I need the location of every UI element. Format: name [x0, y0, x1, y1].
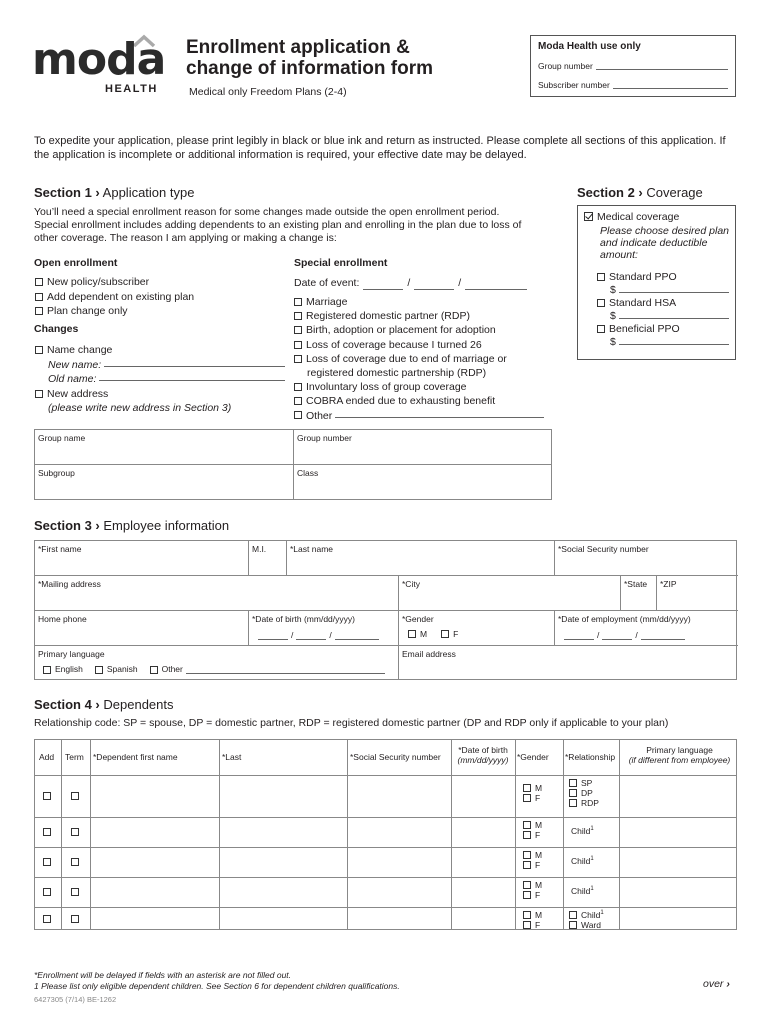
term-checkbox[interactable]: [71, 887, 83, 897]
event-day-field[interactable]: [414, 281, 454, 290]
gender-options[interactable]: M F: [523, 783, 563, 803]
special-list: [294, 295, 544, 423]
header-ssn: *Social Security number: [350, 752, 441, 762]
use-only-group-field[interactable]: [596, 61, 728, 70]
form-code: 6427305 (7/14) BE-1262: [34, 995, 117, 1004]
checkbox[interactable]: [35, 307, 43, 315]
relationship-child: Child$^1$: [571, 826, 594, 836]
intro-text: To expedite your application, please print legibly in black or blue ink and return as instructed. Please complete all sections of this application. If the application is incomplete or additional information is required, your effective date may be delayed.: [34, 135, 726, 161]
header-term: Term: [65, 752, 84, 762]
form-subtitle: Medical only Freedom Plans (2-4): [189, 86, 347, 98]
section1-description: You’ll need a special enrollment reason for some changes made outside the open enrollment period. Special enrollment includes adding dependents to an existing plan and enrolling in the plan due to loss of other coverage. The reason I am applying or making a change is:: [34, 206, 522, 244]
open-item-3[interactable]: Plan change only: [35, 304, 194, 319]
section2-title: Coverage: [646, 185, 703, 200]
date-of-event: Date of event: / /: [294, 277, 527, 290]
mailing-address-cell[interactable]: *Mailing address: [35, 576, 399, 611]
section4-number: Section 4: [34, 697, 92, 712]
relationship-codes: Relationship code: SP = spouse, DP = domestic partner, RDP = registered domestic partner (DP and RDP only if applicable to your plan): [34, 717, 669, 729]
header-gender: *Gender: [517, 752, 549, 762]
last-name-cell[interactable]: *Last name: [287, 541, 555, 576]
logo-health: HEALTH: [105, 83, 158, 95]
chevron-right-icon: ›: [95, 185, 100, 200]
special-item-3[interactable]: Birth, adoption or placement for adoption: [294, 323, 544, 337]
new-address-option[interactable]: New address: [35, 387, 285, 402]
special-item-2[interactable]: Registered domestic partner (RDP): [294, 309, 544, 323]
special-item-6[interactable]: Involuntary loss of group coverage: [294, 380, 544, 394]
spanish-checkbox[interactable]: [95, 666, 103, 674]
chevron-right-icon: ›: [95, 697, 100, 712]
checked-checkbox-icon[interactable]: [584, 212, 593, 221]
gender-options[interactable]: M F: [523, 880, 563, 900]
header-language: Primary language (if different from employee): [628, 745, 731, 765]
add-checkbox[interactable]: [43, 914, 55, 924]
gender-f-checkbox[interactable]: [441, 630, 449, 638]
hsa-deductible-field[interactable]: [619, 310, 729, 319]
primary-language-cell[interactable]: Primary language English Spanish Other: [35, 646, 399, 680]
section2-number: Section 2: [577, 185, 635, 200]
other-lang-checkbox[interactable]: [150, 666, 158, 674]
doe-cell[interactable]: *Date of employment (mm/dd/yyyy) / /: [555, 611, 738, 646]
special-item-8[interactable]: Other: [294, 409, 544, 423]
checkbox[interactable]: [35, 278, 43, 286]
table-row-divider: [35, 907, 736, 908]
header-relationship: *Relationship: [565, 752, 616, 762]
group-info-table: [34, 429, 552, 500]
open-item-1[interactable]: New policy/subscriber: [35, 275, 194, 290]
over-link[interactable]: over ›: [703, 978, 730, 990]
changes-list: [35, 343, 285, 416]
header-add: Add: [39, 752, 55, 762]
table-col-divider: [563, 740, 564, 929]
add-checkbox[interactable]: [43, 857, 55, 867]
add-checkbox[interactable]: [43, 827, 55, 837]
table-row-divider: [35, 817, 736, 818]
logo-word: moda: [32, 34, 166, 85]
home-phone-cell[interactable]: Home phone: [35, 611, 249, 646]
group-number-cell[interactable]: Group number: [294, 430, 552, 465]
state-cell[interactable]: *State: [621, 576, 657, 611]
add-checkbox[interactable]: [43, 887, 55, 897]
section4-header: [34, 697, 174, 712]
special-item-1[interactable]: Marriage: [294, 295, 544, 309]
old-name-field[interactable]: [99, 372, 285, 381]
changes-title: Changes: [34, 323, 79, 335]
table-row-divider: [35, 775, 736, 776]
plan-standard-ppo[interactable]: Standard PPO: [597, 271, 729, 284]
header-first-name: *Dependent first name: [93, 752, 178, 762]
old-name-label: Old name:: [48, 373, 97, 385]
ppo-deductible-field[interactable]: [619, 284, 729, 293]
section4-title: Dependents: [103, 697, 174, 712]
relationship-child: Child$^1$: [571, 856, 594, 866]
other-field[interactable]: [335, 409, 544, 418]
header-last: *Last: [222, 752, 242, 762]
special-item-5[interactable]: Loss of coverage due to end of marriage or: [294, 352, 544, 366]
table-row-divider: [35, 877, 736, 878]
group-name-cell[interactable]: Group name: [35, 430, 294, 465]
subgroup-cell[interactable]: Subgroup: [35, 465, 294, 500]
section2-header: [577, 185, 703, 200]
title-line-1: Enrollment application &: [186, 37, 410, 58]
gender-m-checkbox[interactable]: [408, 630, 416, 638]
table-col-divider: [347, 740, 348, 929]
term-checkbox[interactable]: [71, 791, 83, 801]
use-only-title: Moda Health use only: [538, 41, 641, 52]
special-enrollment-title: Special enrollment: [294, 257, 388, 269]
gender-options[interactable]: M F: [523, 850, 563, 870]
event-year-field[interactable]: [465, 281, 527, 290]
new-name-label: New name:: [48, 358, 102, 371]
zip-cell[interactable]: *ZIP: [657, 576, 738, 611]
header-dob: *Date of birth (mm/dd/yyyy): [457, 745, 509, 765]
checkbox[interactable]: [35, 390, 43, 398]
city-cell[interactable]: *City: [399, 576, 621, 611]
event-month-field[interactable]: [363, 281, 403, 290]
use-only-subscriber-field[interactable]: [613, 80, 728, 89]
use-only-group-label: Group number: [538, 61, 593, 71]
table-col-divider: [61, 740, 62, 929]
gender-options[interactable]: M F: [523, 820, 563, 840]
add-checkbox[interactable]: [43, 791, 55, 801]
footer-note-1: *Enrollment will be delayed if fields with an asterisk are not filled out.: [34, 970, 292, 980]
checkbox[interactable]: [35, 346, 43, 354]
section3-title: Employee information: [103, 518, 230, 533]
mi-cell[interactable]: M.I.: [249, 541, 287, 576]
footer-note-2: 1 Please list only eligible dependent children. See Section 6 for dependent children qualifications.: [34, 981, 400, 991]
form-title: [186, 37, 433, 79]
checkbox[interactable]: [35, 293, 43, 301]
chevron-right-icon: ›: [638, 185, 643, 200]
health-use-only-box: [530, 35, 736, 97]
table-row-divider: [35, 847, 736, 848]
special-item-7[interactable]: COBRA ended due to exhausting benefit: [294, 394, 544, 408]
gender-options[interactable]: M F: [523, 910, 563, 930]
relationship-options[interactable]: Child$^1$ Ward: [569, 910, 619, 930]
term-checkbox[interactable]: [71, 914, 83, 924]
dependents-table: [34, 739, 737, 930]
coverage-box: Medical coverage Please choose desired plan and indicate deductible amount: Standard PPO $ Standard HSA $ Beneficial PPO $: [577, 205, 736, 360]
relationship-child: Child$^1$: [571, 886, 594, 896]
beneficial-deductible-field[interactable]: [619, 336, 729, 345]
table-col-divider: [219, 740, 220, 929]
new-name-field[interactable]: [104, 358, 285, 367]
section3-number: Section 3: [34, 518, 92, 533]
chevron-right-icon: ›: [726, 978, 730, 990]
ssn-cell[interactable]: *Social Security number: [555, 541, 738, 576]
table-col-divider: [451, 740, 452, 929]
table-col-divider: [515, 740, 516, 929]
special-item-4[interactable]: Loss of coverage because I turned 26: [294, 338, 544, 352]
name-change-option[interactable]: Name change: [35, 343, 285, 358]
section1-number: Section 1: [34, 185, 92, 200]
section1-header: [34, 185, 194, 200]
class-cell[interactable]: Class: [294, 465, 552, 500]
open-enrollment-list: [35, 275, 194, 319]
table-col-divider: [619, 740, 620, 929]
term-checkbox[interactable]: [71, 827, 83, 837]
english-checkbox[interactable]: [43, 666, 51, 674]
section3-header: [34, 518, 229, 533]
gender-cell[interactable]: *Gender M F: [399, 611, 555, 646]
medical-coverage-option[interactable]: Medical coverage: [584, 211, 729, 224]
new-address-note: (please write new address in Section 3): [48, 402, 232, 414]
coverage-note: Please choose desired plan and indicate deductible amount:: [600, 225, 730, 261]
title-line-2: change of information form: [186, 58, 433, 79]
employee-info-grid: [34, 540, 737, 680]
section1-title: Application type: [102, 185, 195, 200]
email-cell[interactable]: Email address: [402, 649, 456, 659]
other-lang-field[interactable]: [186, 665, 385, 674]
moda-logo: [32, 30, 166, 100]
special-item-5-cont: registered domestic partnership (RDP): [307, 367, 487, 380]
chevron-right-icon: ›: [95, 518, 100, 533]
table-col-divider: [90, 740, 91, 929]
relationship-options[interactable]: SP DP RDP: [569, 778, 619, 808]
term-checkbox[interactable]: [71, 857, 83, 867]
plan-beneficial-ppo[interactable]: Beneficial PPO: [597, 323, 729, 336]
open-item-2[interactable]: Add dependent on existing plan: [35, 290, 194, 305]
use-only-subscriber-label: Subscriber number: [538, 80, 610, 90]
open-enrollment-title: Open enrollment: [34, 257, 118, 269]
plan-standard-hsa[interactable]: Standard HSA: [597, 297, 729, 310]
dob-cell[interactable]: *Date of birth (mm/dd/yyyy) / /: [249, 611, 399, 646]
first-name-cell[interactable]: *First name: [35, 541, 249, 576]
